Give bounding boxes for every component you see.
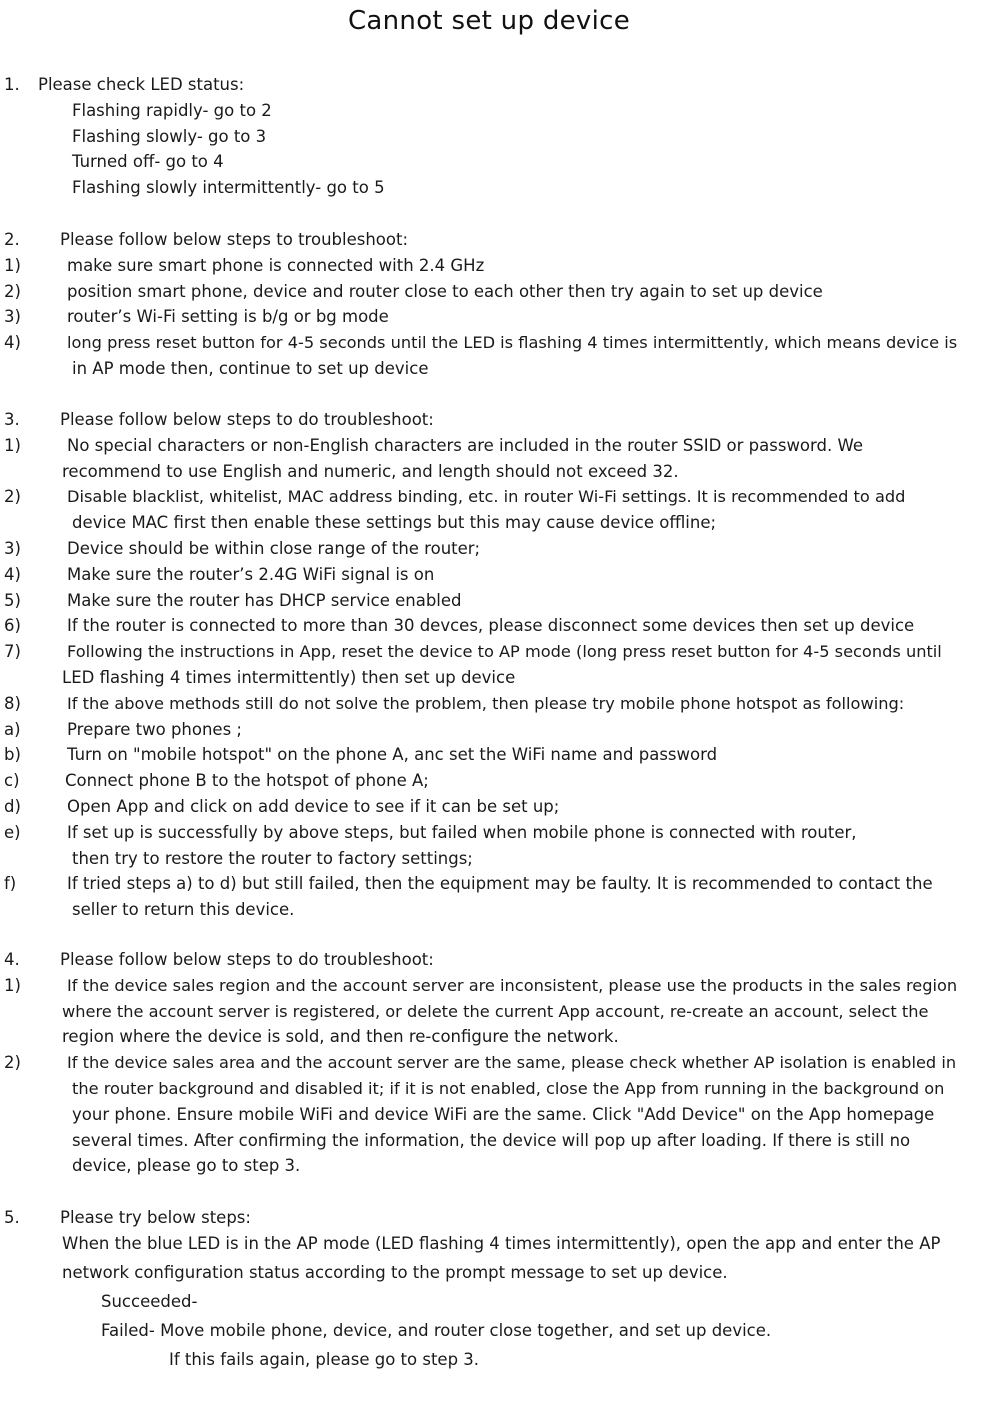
step-text: Open App and click on add device to see if it can be set up; xyxy=(67,796,560,816)
step-number: 1) xyxy=(4,435,21,455)
list-item xyxy=(0,973,1000,999)
section-number: 4. xyxy=(4,950,20,969)
list-item xyxy=(0,768,1000,794)
section-number: 2. xyxy=(4,230,20,249)
list-item xyxy=(0,484,1000,510)
paragraph-text: When the blue LED is in the AP mode (LED flashing 4 times intermittently), open the app and enter the AP xyxy=(62,1233,941,1253)
list-item xyxy=(0,794,1000,820)
section-3-heading-row xyxy=(0,407,1000,433)
step-number: a) xyxy=(4,719,21,739)
list-item-continuation xyxy=(0,665,1000,691)
section-heading: Please follow below steps to troubleshoot: xyxy=(60,230,409,249)
list-item xyxy=(0,536,1000,562)
step-number: 4) xyxy=(4,333,21,353)
step-text: Make sure the router has DHCP service enabled xyxy=(67,590,462,610)
list-item xyxy=(0,588,1000,614)
list-item xyxy=(0,691,1000,717)
paragraph-line xyxy=(0,1231,1000,1260)
step-number: 4) xyxy=(4,564,21,584)
step-number: d) xyxy=(4,796,21,816)
step-text-continued: in AP mode then, continue to set up device xyxy=(72,358,429,378)
step-number: 7) xyxy=(4,642,21,662)
step-text: If set up is successfully by above steps, but failed when mobile phone is connected with router, xyxy=(67,822,857,842)
section-number: 1. xyxy=(4,75,20,94)
list-item-continuation xyxy=(0,1102,1000,1128)
step-text: Turn on "mobile hotspot" on the phone A, anc set the WiFi name and password xyxy=(67,745,718,765)
led-status-item: Flashing slowly intermittently- go to 5 xyxy=(72,178,385,198)
section-2-heading-row xyxy=(0,227,1000,253)
section-4 xyxy=(0,947,1000,1179)
step-text-continued: device, please go to step 3. xyxy=(72,1156,301,1176)
result-line xyxy=(0,1289,1000,1318)
led-status-item: Flashing rapidly- go to 2 xyxy=(72,100,272,120)
section-1-heading-row xyxy=(0,72,1000,98)
list-item xyxy=(0,304,1000,330)
list-item xyxy=(0,98,1000,124)
list-item-continuation xyxy=(0,1076,1000,1102)
step-number: 5) xyxy=(4,590,21,610)
result-line xyxy=(0,1347,1000,1376)
section-heading: Please follow below steps to do troubleshoot: xyxy=(60,950,434,969)
list-item-continuation xyxy=(0,1024,1000,1050)
section-number: 5. xyxy=(4,1208,20,1227)
step-text-continued: region where the device is sold, and then re-configure the network. xyxy=(62,1027,619,1047)
step-text-continued: the router background and disabled it; if it is not enabled, close the App from running in the background on xyxy=(72,1078,945,1098)
step-number: e) xyxy=(4,822,21,842)
list-item xyxy=(0,717,1000,743)
section-heading: Please check LED status: xyxy=(38,75,245,94)
paragraph-line xyxy=(0,1260,1000,1289)
list-item-continuation xyxy=(0,1128,1000,1154)
list-item xyxy=(0,330,1000,356)
led-status-item: Flashing slowly- go to 3 xyxy=(72,126,267,146)
step-text: If the device sales area and the account server are the same, please check whether AP isolation is enabled in xyxy=(67,1053,957,1073)
list-item-continuation xyxy=(0,356,1000,382)
list-item-continuation xyxy=(0,510,1000,536)
list-item-continuation xyxy=(0,846,1000,872)
list-item xyxy=(0,433,1000,459)
step-text-continued: where the account server is registered, or delete the current App account, re-create an account, select the xyxy=(62,1001,929,1021)
step-number: b) xyxy=(4,745,21,765)
step-text-continued: recommend to use English and numeric, and length should not exceed 32. xyxy=(62,461,679,481)
list-item xyxy=(0,253,1000,279)
step-text: If the device sales region and the account server are inconsistent, please use the products in the sales region xyxy=(67,975,958,995)
step-text-continued: device MAC first then enable these settings but this may cause device offline; xyxy=(72,513,717,533)
step-text: router’s Wi-Fi setting is b/g or bg mode xyxy=(67,307,389,327)
step-number: 3) xyxy=(4,307,21,327)
step-text: No special characters or non-English characters are included in the router SSID or password. We xyxy=(67,435,863,455)
section-2 xyxy=(0,227,1000,382)
list-item-continuation xyxy=(0,897,1000,923)
step-text: Device should be within close range of the router; xyxy=(67,538,481,558)
list-item xyxy=(0,613,1000,639)
step-text: If the above methods still do not solve the problem, then please try mobile phone hotspot as following: xyxy=(67,693,905,713)
step-text: Prepare two phones ; xyxy=(67,719,242,739)
list-item xyxy=(0,742,1000,768)
list-item xyxy=(0,820,1000,846)
section-number: 3. xyxy=(4,410,20,429)
step-text: position smart phone, device and router close to each other then try again to set up device xyxy=(67,281,823,301)
succeeded-label: Succeeded- xyxy=(101,1291,198,1311)
paragraph-text: network configuration status according to the prompt message to set up device. xyxy=(62,1262,728,1282)
step-text: Disable blacklist, whitelist, MAC address binding, etc. in router Wi-Fi settings. It is recommended to add xyxy=(67,487,906,507)
step-number: 2) xyxy=(4,1053,21,1073)
list-item xyxy=(0,639,1000,665)
step-number: 6) xyxy=(4,616,21,636)
list-item xyxy=(0,124,1000,150)
list-item xyxy=(0,562,1000,588)
list-item xyxy=(0,149,1000,175)
list-item xyxy=(0,871,1000,897)
list-item xyxy=(0,1050,1000,1076)
section-5 xyxy=(0,1205,1000,1376)
step-number: 3) xyxy=(4,538,21,558)
step-number: c) xyxy=(4,771,20,791)
list-item-continuation xyxy=(0,999,1000,1025)
step-text: long press reset button for 4-5 seconds until the LED is flashing 4 times intermittently, which means device is xyxy=(67,333,958,353)
step-text: make sure smart phone is connected with 2.4 GHz xyxy=(67,255,485,275)
step-text: If tried steps a) to d) but still failed, then the equipment may be faulty. It is recommended to contact the xyxy=(67,874,933,894)
section-5-heading-row xyxy=(0,1205,1000,1231)
step-text-continued: LED flashing 4 times intermittently) then set up device xyxy=(62,667,516,687)
step-text: Make sure the router’s 2.4G WiFi signal is on xyxy=(67,564,435,584)
step-text-continued: then try to restore the router to factory settings; xyxy=(72,848,473,868)
step-number: 1) xyxy=(4,975,21,995)
step-number: 2) xyxy=(4,281,21,301)
step-text: Connect phone B to the hotspot of phone A; xyxy=(65,771,429,791)
list-item xyxy=(0,175,1000,201)
list-item-continuation xyxy=(0,1153,1000,1179)
step-text-continued: seller to return this device. xyxy=(72,900,295,920)
section-1 xyxy=(0,72,1000,201)
step-number: 8) xyxy=(4,693,21,713)
led-status-item: Turned off- go to 4 xyxy=(72,152,224,172)
section-3 xyxy=(0,407,1000,923)
step-number: f) xyxy=(4,874,17,894)
list-item xyxy=(0,279,1000,305)
section-4-heading-row xyxy=(0,947,1000,973)
retry-text: If this fails again, please go to step 3. xyxy=(169,1349,480,1369)
page-title: Cannot set up device xyxy=(347,6,631,36)
step-text-continued: your phone. Ensure mobile WiFi and device WiFi are the same. Click "Add Device" on the App homepage xyxy=(72,1104,935,1124)
step-text-continued: several times. After confirming the information, the device will pop up after loading. If there is still no xyxy=(72,1130,911,1150)
step-number: 2) xyxy=(4,487,21,507)
step-number: 1) xyxy=(4,255,21,275)
failed-text: Failed- Move mobile phone, device, and router close together, and set up device. xyxy=(101,1320,772,1340)
list-item-continuation xyxy=(0,459,1000,485)
step-text: If the router is connected to more than 30 devces, please disconnect some devices then set up device xyxy=(67,616,915,636)
section-heading: Please follow below steps to do troubleshoot: xyxy=(60,410,434,429)
section-heading: Please try below steps: xyxy=(60,1208,251,1227)
result-line xyxy=(0,1318,1000,1347)
step-text: Following the instructions in App, reset the device to AP mode (long press reset button for 4-5 seconds until xyxy=(67,642,942,662)
